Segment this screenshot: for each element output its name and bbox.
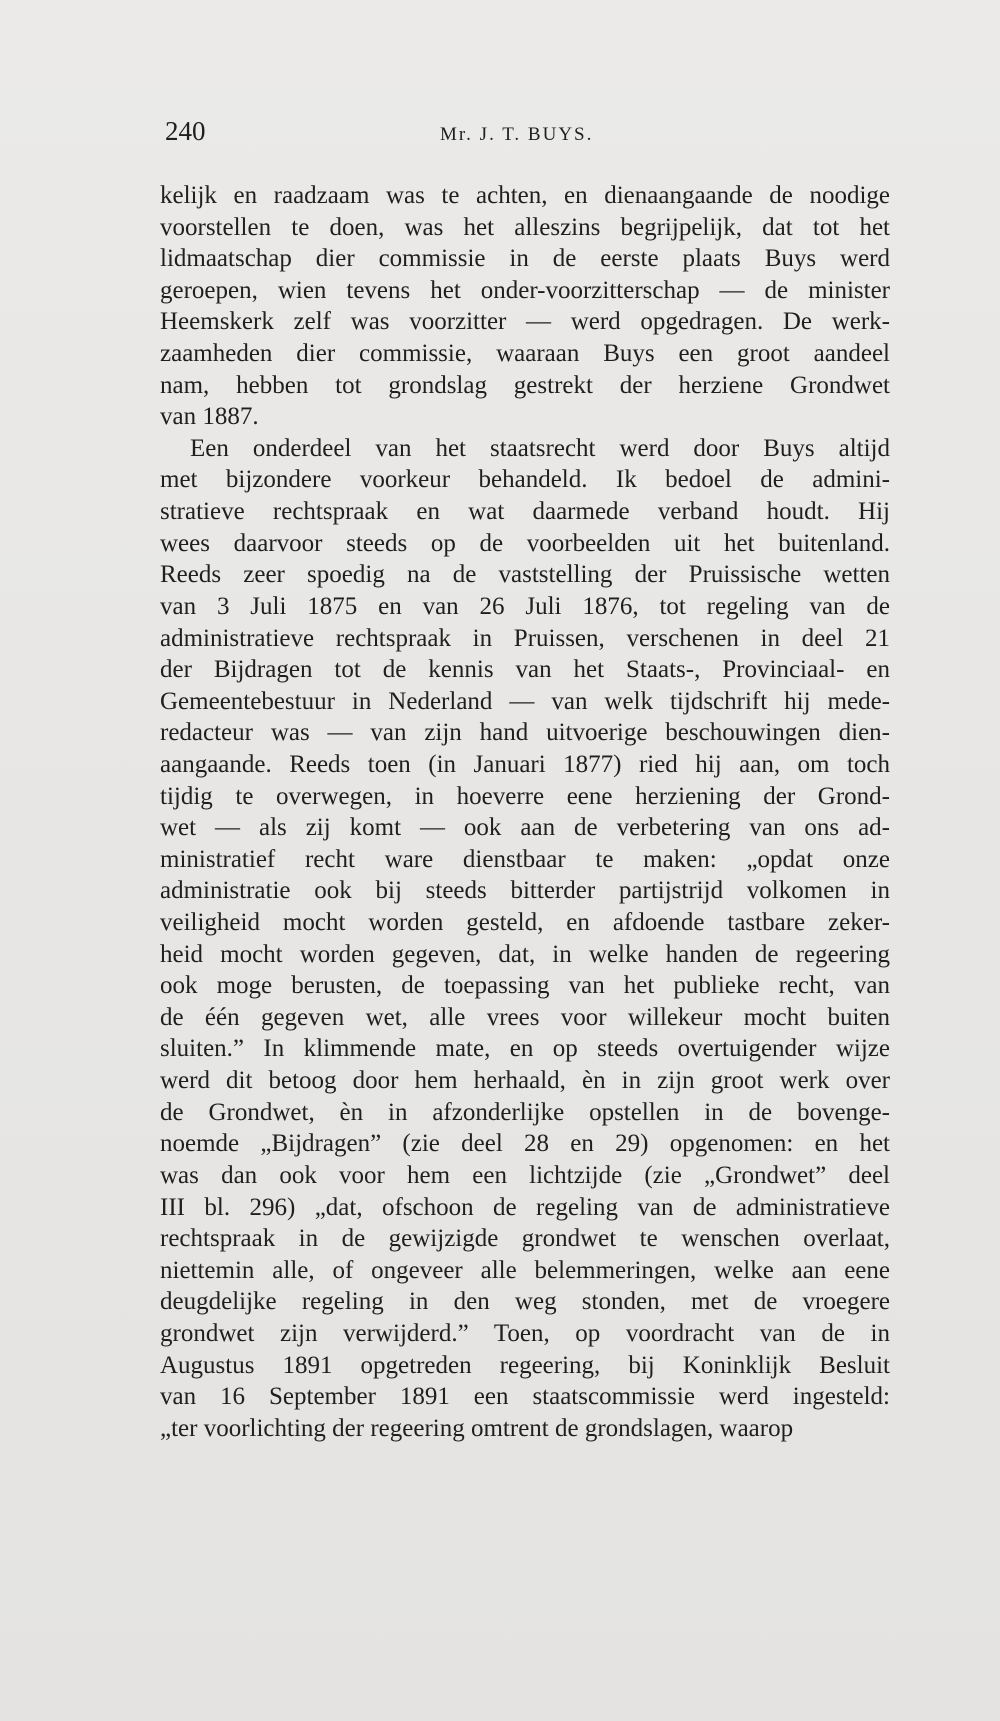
text-line: Gemeentebestuur in Nederland — van welk tijdschrift hij mede-: [160, 687, 890, 715]
text-line: tijdig te overwegen, in hoeverre eene herziening der Grond-: [160, 782, 890, 810]
text-line: lidmaatschap dier commissie in de eerste plaats Buys werd: [160, 245, 890, 273]
text-line: ministratief recht ware dienstbaar te maken: „opdat onze: [160, 845, 890, 873]
text-line: met bijzondere voorkeur behandeld. Ik bedoel de admini-: [160, 466, 890, 494]
text-line: aangaande. Reeds toen (in Januari 1877) ried hij aan, om toch: [160, 750, 890, 778]
text-line: Augustus 1891 opgetreden regeering, bij Koninklijk Besluit: [160, 1351, 890, 1379]
text-line: werd dit betoog door hem herhaald, èn in zijn groot werk over: [160, 1067, 890, 1095]
text-line: van 1887.: [160, 403, 259, 431]
text-line: deugdelijke regeling in den weg stonden, met de vroegere: [160, 1288, 890, 1316]
text-line: nam, hebben tot grondslag gestrekt der herziene Grondwet: [160, 371, 890, 399]
text-line: veiligheid mocht worden gesteld, en afdoende tastbare zeker-: [160, 909, 890, 937]
text-line: zaamheden dier commissie, waaraan Buys een groot aandeel: [160, 340, 890, 368]
text-line: kelijk en raadzaam was te achten, en dienaangaande de noodige: [160, 182, 890, 209]
text-line: voorstellen te doen, was het alleszins begrijpelijk, dat tot het: [160, 213, 890, 241]
page-number: 240: [165, 116, 206, 146]
running-head: Mr. J. T. BUYS.: [440, 124, 594, 145]
text-line: van 3 Juli 1875 en van 26 Juli 1876, tot regeling van de: [160, 592, 890, 620]
text-line: Reeds zeer spoedig na de vaststelling der Pruissische wetten: [160, 561, 890, 589]
text-line: redacteur was — van zijn hand uitvoerige beschouwingen dien-: [160, 719, 890, 747]
text-line: III bl. 296) „dat, ofschoon de regeling van de administratieve: [160, 1193, 890, 1221]
text-line: niettemin alle, of ongeveer alle belemmeringen, welke aan eene: [160, 1256, 890, 1284]
body-text: [160, 180, 890, 1444]
text-line: wet — als zij komt — ook aan de verbetering van ons ad-: [160, 814, 890, 842]
text-line: de één gegeven wet, alle vrees voor willekeur mocht buiten: [160, 1003, 890, 1031]
text-line: was dan ook voor hem een lichtzijde (zie „Grondwet” deel: [160, 1161, 890, 1189]
text-line: van 16 September 1891 een staatscommissie werd ingesteld:: [160, 1383, 890, 1411]
text-line: wees daarvoor steeds op de voorbeelden uit het buitenland.: [160, 529, 890, 557]
text-line: sluiten.” In klimmende mate, en op steeds overtuigender wijze: [160, 1035, 890, 1063]
text-line: de Grondwet, èn in afzonderlijke opstellen in de bovenge-: [160, 1098, 890, 1126]
text-line: heid mocht worden gegeven, dat, in welke handen de regeering: [160, 940, 890, 968]
page-header: [165, 116, 885, 156]
text-line: stratieve rechtspraak en wat daarmede verband houdt. Hij: [160, 498, 890, 526]
text-line: rechtspraak in de gewijzigde grondwet te wenschen overlaat,: [160, 1225, 890, 1253]
text-line: geroepen, wien tevens het onder-voorzitterschap — de minister: [160, 276, 890, 304]
text-line: administratieve rechtspraak in Pruissen, verschenen in deel 21: [160, 624, 890, 652]
text-line: „ter voorlichting der regeering omtrent de grondslagen, waarop: [160, 1414, 794, 1442]
text-line: noemde „Bijdragen” (zie deel 28 en 29) opgenomen: en het: [160, 1130, 890, 1158]
text-line: administratie ook bij steeds bitterder partijstrijd volkomen in: [160, 877, 890, 905]
text-line: der Bijdragen tot de kennis van het Staats-, Provinciaal- en: [160, 656, 890, 684]
text-line: Een onderdeel van het staatsrecht werd door Buys altijd: [190, 434, 890, 462]
text-line: grondwet zijn verwijderd.” Toen, op voordracht van de in: [160, 1319, 890, 1347]
text-line: ook moge berusten, de toepassing van het publieke recht, van: [160, 972, 890, 1000]
text-line: Heemskerk zelf was voorzitter — werd opgedragen. De werk-: [160, 308, 890, 336]
